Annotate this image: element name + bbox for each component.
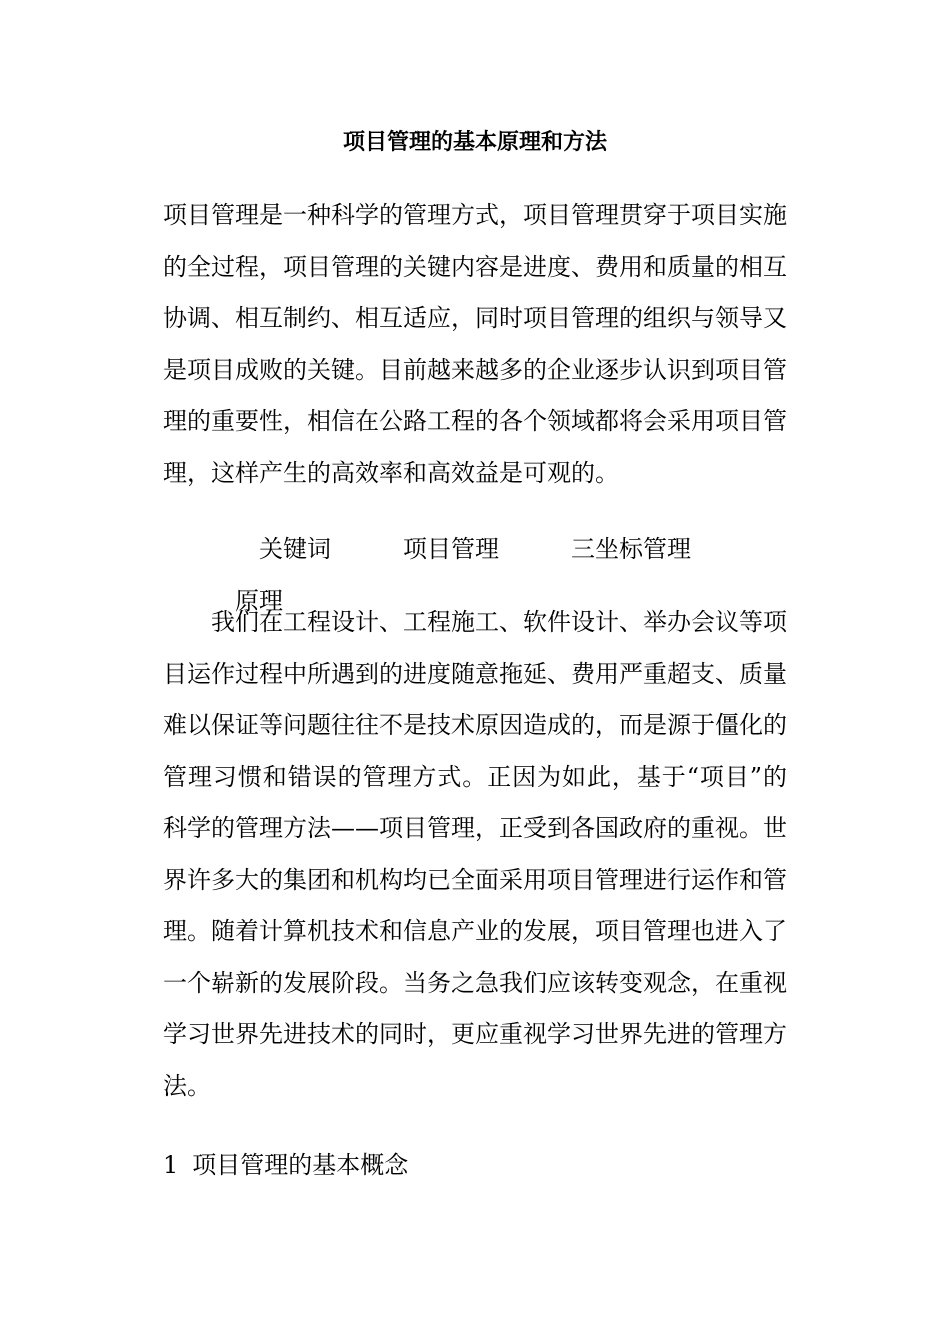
keywords-label: 关键词 bbox=[259, 535, 331, 563]
intro-paragraph: 我们在工程设计、工程施工、软件设计、举办会议等项目运作过程中所遇到的进度随意拖延、费用严重超支、质量难以保证等问题往往不是技术原因造成的，而是源于僵化的管理习惯和错误的管理方式。正因为如此，基于“项目”的科学的管理方法——项目管理，正受到各国政府的重视。世界许多大的集团和机构均已全面采用项目管理进行运作和管理。随着计算机技术和信息产业的发展，项目管理也进入了一个崭新的发展阶段。当务之急我们应该转变观念，在重视学习世界先进技术的同时，更应重视学习世界先进的管理方法。 bbox=[163, 608, 787, 1100]
section-heading bbox=[163, 1140, 787, 1192]
section-title: 项目管理的基本概念 bbox=[192, 1151, 409, 1179]
keyword-item: 三坐标管理 bbox=[571, 535, 691, 563]
section-number: 1 bbox=[163, 1151, 179, 1179]
abstract-paragraph: 项目管理是一种科学的管理方式，项目管理贯穿于项目实施的全过程，项目管理的关键内容是进度、费用和质量的相互协调、相互制约、相互适应，同时项目管理的组织与领导又是项目成败的关键。目前越来越多的企业逐步认识到项目管理的重要性，相信在公路工程的各个领域都将会采用项目管理，这样产生的高效率和高效益是可观的。 bbox=[163, 201, 787, 487]
keyword-item: 项目管理 bbox=[403, 535, 499, 563]
document-title: 项目管理的基本原理和方法 bbox=[342, 129, 607, 155]
keyword-item: 原理 bbox=[235, 586, 283, 615]
